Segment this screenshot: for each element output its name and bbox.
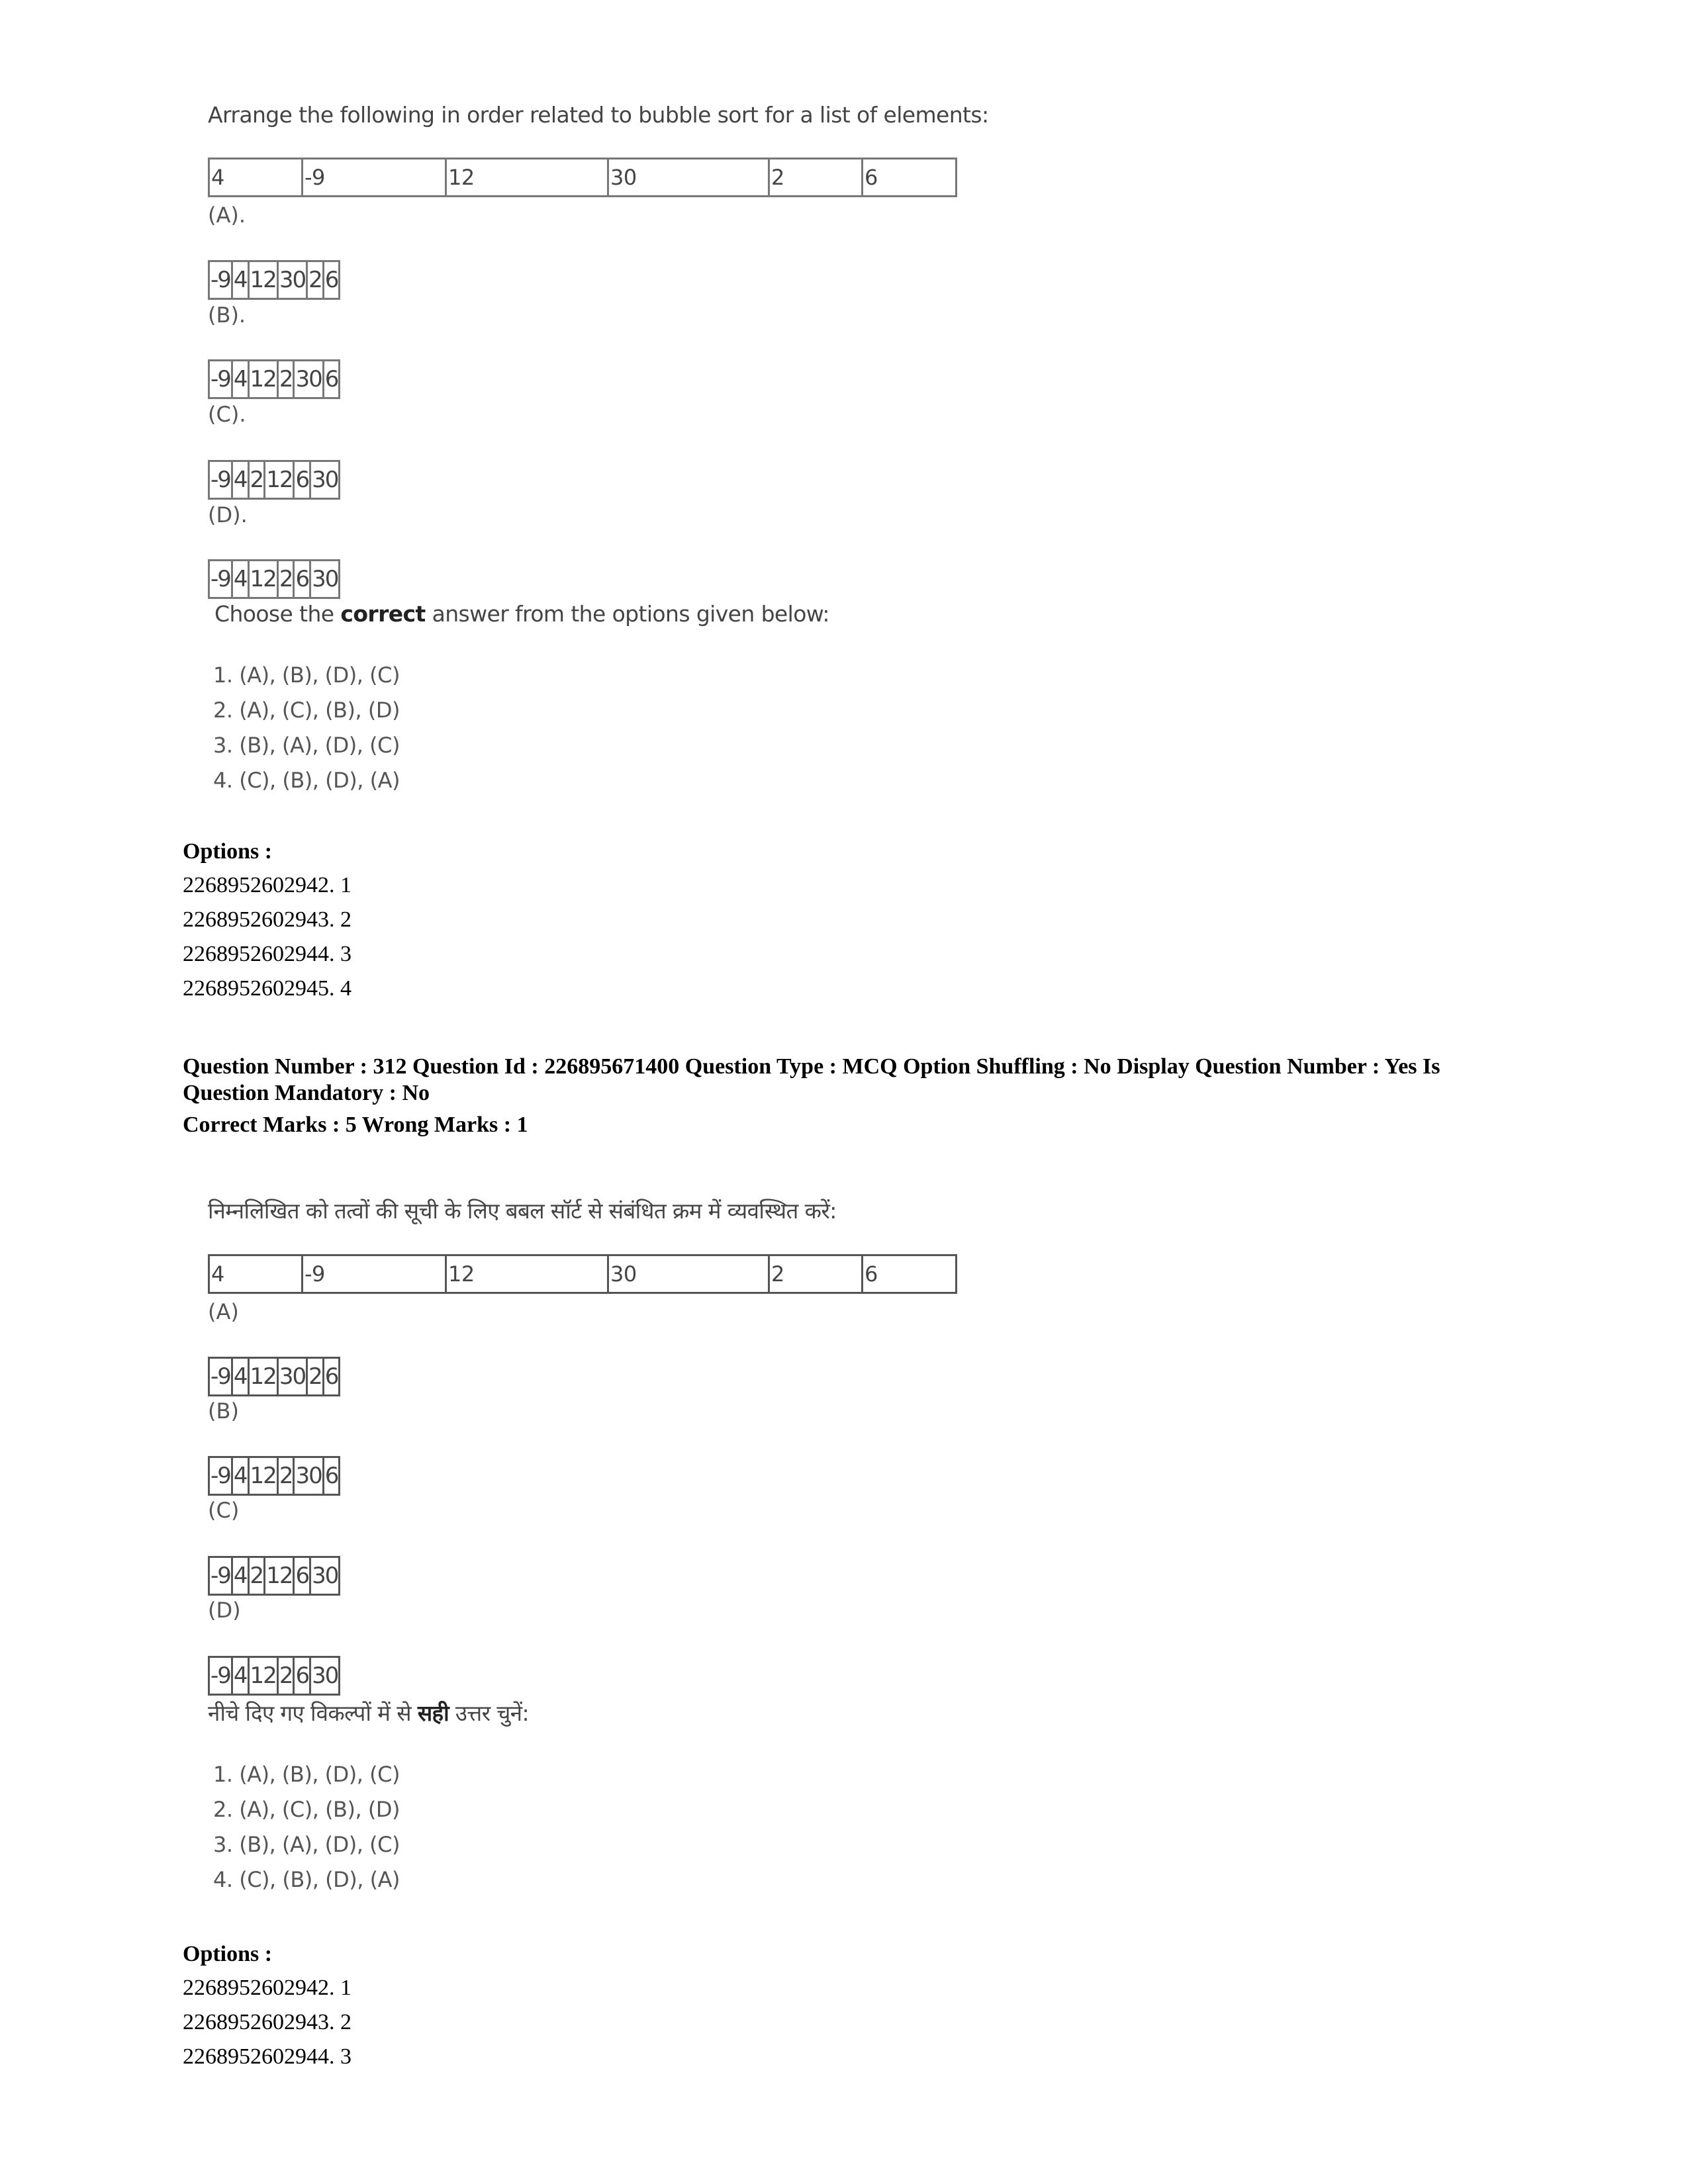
list-cell: 4	[209, 1255, 303, 1293]
item-cell: 6	[294, 1557, 310, 1595]
item-table	[208, 1656, 340, 1696]
item-cell: 4	[232, 561, 248, 598]
item-cell: 2	[307, 1358, 324, 1396]
list-cell: 30	[608, 159, 769, 197]
list-cell: 12	[446, 1255, 608, 1293]
item-cell: 6	[294, 461, 310, 499]
list-cell: 6	[863, 159, 957, 197]
choose-suffix: उत्तर चुनें:	[449, 1700, 529, 1726]
choose-instruction	[214, 601, 829, 627]
question-meta-line: Question Mandatory : No	[183, 1081, 430, 1105]
answer-choice: 2. (A), (C), (B), (D)	[213, 698, 400, 723]
answer-choice: 1. (A), (B), (D), (C)	[213, 662, 400, 688]
list-cell: 6	[863, 1255, 957, 1293]
item-cell: 30	[310, 561, 340, 598]
item-label: (B)	[208, 1398, 239, 1424]
item-label: (C).	[208, 402, 246, 427]
option-item: 2268952602942. 1	[183, 873, 352, 897]
answer-choice: 3. (B), (A), (D), (C)	[213, 733, 400, 758]
item-cell: 30	[310, 1657, 340, 1695]
item-cell: 30	[310, 1557, 340, 1595]
item-cell: 12	[248, 1657, 277, 1695]
choose-emphasis: सही	[417, 1700, 449, 1726]
item-table	[208, 1556, 340, 1596]
item-table	[208, 260, 340, 300]
options-heading: Options :	[183, 1942, 273, 1966]
option-item: 2268952602944. 3	[183, 2044, 352, 2069]
item-cell: -9	[209, 361, 232, 398]
option-item: 2268952602944. 3	[183, 942, 352, 966]
choose-suffix: answer from the options given below:	[425, 601, 829, 627]
item-cell: 6	[323, 261, 340, 299]
item-cell: -9	[209, 1557, 232, 1595]
choose-prefix: Choose the	[214, 601, 341, 627]
item-cell: 4	[232, 261, 248, 299]
options-block	[183, 1942, 352, 2074]
item-cell: 2	[307, 261, 324, 299]
option-item: 2268952602945. 4	[183, 976, 352, 1001]
item-cell: 30	[310, 461, 340, 499]
question-meta	[183, 1054, 1440, 1138]
item-cell: 2	[277, 1657, 294, 1695]
question-text: Arrange the following in order related to bubble sort for a list of elements:	[208, 102, 989, 128]
item-cell: 4	[232, 361, 248, 398]
item-cell: 2	[277, 361, 294, 398]
marks-line: Correct Marks : 5 Wrong Marks : 1	[183, 1113, 528, 1137]
answer-choice: 4. (C), (B), (D), (A)	[213, 1867, 400, 1892]
answer-choices	[213, 658, 400, 798]
item-cell: 12	[248, 561, 277, 598]
option-item: 2268952602943. 2	[183, 2010, 352, 2034]
answer-choice: 1. (A), (B), (D), (C)	[213, 1762, 400, 1787]
item-cell: 4	[232, 1457, 248, 1495]
item-cell: 2	[277, 1457, 294, 1495]
item-cell: 6	[294, 1657, 310, 1695]
item-cell: 2	[277, 561, 294, 598]
item-cell: 12	[248, 261, 277, 299]
answer-choice: 3. (B), (A), (D), (C)	[213, 1832, 400, 1857]
item-cell: 30	[277, 261, 306, 299]
answer-choice: 2. (A), (C), (B), (D)	[213, 1797, 400, 1822]
choose-emphasis: correct	[340, 601, 426, 627]
item-cell: 6	[323, 361, 340, 398]
item-cell: 6	[323, 1457, 340, 1495]
list-cell: 12	[446, 159, 608, 197]
item-cell: 2	[248, 1557, 265, 1595]
item-cell: 4	[232, 461, 248, 499]
option-item: 2268952602942. 1	[183, 1976, 352, 2000]
item-cell: 6	[323, 1358, 340, 1396]
answer-choice: 4. (C), (B), (D), (A)	[213, 768, 400, 793]
item-cell: 2	[248, 461, 265, 499]
item-table	[208, 559, 340, 599]
option-item: 2268952602943. 2	[183, 907, 352, 932]
item-table	[208, 460, 340, 500]
question-meta-line: Question Number : 312 Question Id : 226895671400 Question Type : MCQ Option Shuffling : No Display Question Number : Yes Is	[183, 1054, 1440, 1079]
options-block	[183, 839, 352, 1006]
question-text: निम्नलिखित को तत्वों की सूची के लिए बबल सॉर्ट से संबंधित क्रम में व्यवस्थित करें:	[208, 1198, 837, 1224]
list-cell: -9	[303, 159, 446, 197]
item-cell: -9	[209, 561, 232, 598]
options-heading: Options :	[183, 839, 273, 864]
item-cell: -9	[209, 461, 232, 499]
item-cell: 4	[232, 1358, 248, 1396]
list-cell: -9	[303, 1255, 446, 1293]
item-cell: 12	[248, 1358, 277, 1396]
item-cell: -9	[209, 261, 232, 299]
item-label: (B).	[208, 302, 246, 328]
item-cell: 30	[294, 361, 323, 398]
item-label: (D)	[208, 1598, 241, 1623]
item-cell: 6	[294, 561, 310, 598]
list-cell: 2	[769, 159, 863, 197]
item-label: (A).	[208, 203, 246, 228]
item-cell: 12	[265, 461, 294, 499]
item-cell: 30	[294, 1457, 323, 1495]
choose-prefix: नीचे दिए गए विकल्पों में से	[208, 1700, 418, 1726]
item-table	[208, 1456, 340, 1496]
item-cell: 12	[248, 1457, 277, 1495]
item-cell: -9	[209, 1457, 232, 1495]
list-table	[208, 158, 957, 197]
item-label: (D).	[208, 502, 248, 527]
item-cell: -9	[209, 1358, 232, 1396]
item-label: (A)	[208, 1299, 239, 1324]
list-cell: 2	[769, 1255, 863, 1293]
item-table	[208, 359, 340, 399]
list-table	[208, 1254, 957, 1294]
item-table	[208, 1357, 340, 1396]
item-cell: 12	[248, 361, 277, 398]
list-cell: 30	[608, 1255, 769, 1293]
item-cell: 4	[232, 1657, 248, 1695]
item-cell: 12	[265, 1557, 294, 1595]
item-cell: 30	[277, 1358, 306, 1396]
item-label: (C)	[208, 1498, 240, 1523]
list-cell: 4	[209, 159, 303, 197]
choose-instruction	[208, 1698, 529, 1727]
item-cell: -9	[209, 1657, 232, 1695]
answer-choices	[213, 1757, 400, 1897]
item-cell: 4	[232, 1557, 248, 1595]
